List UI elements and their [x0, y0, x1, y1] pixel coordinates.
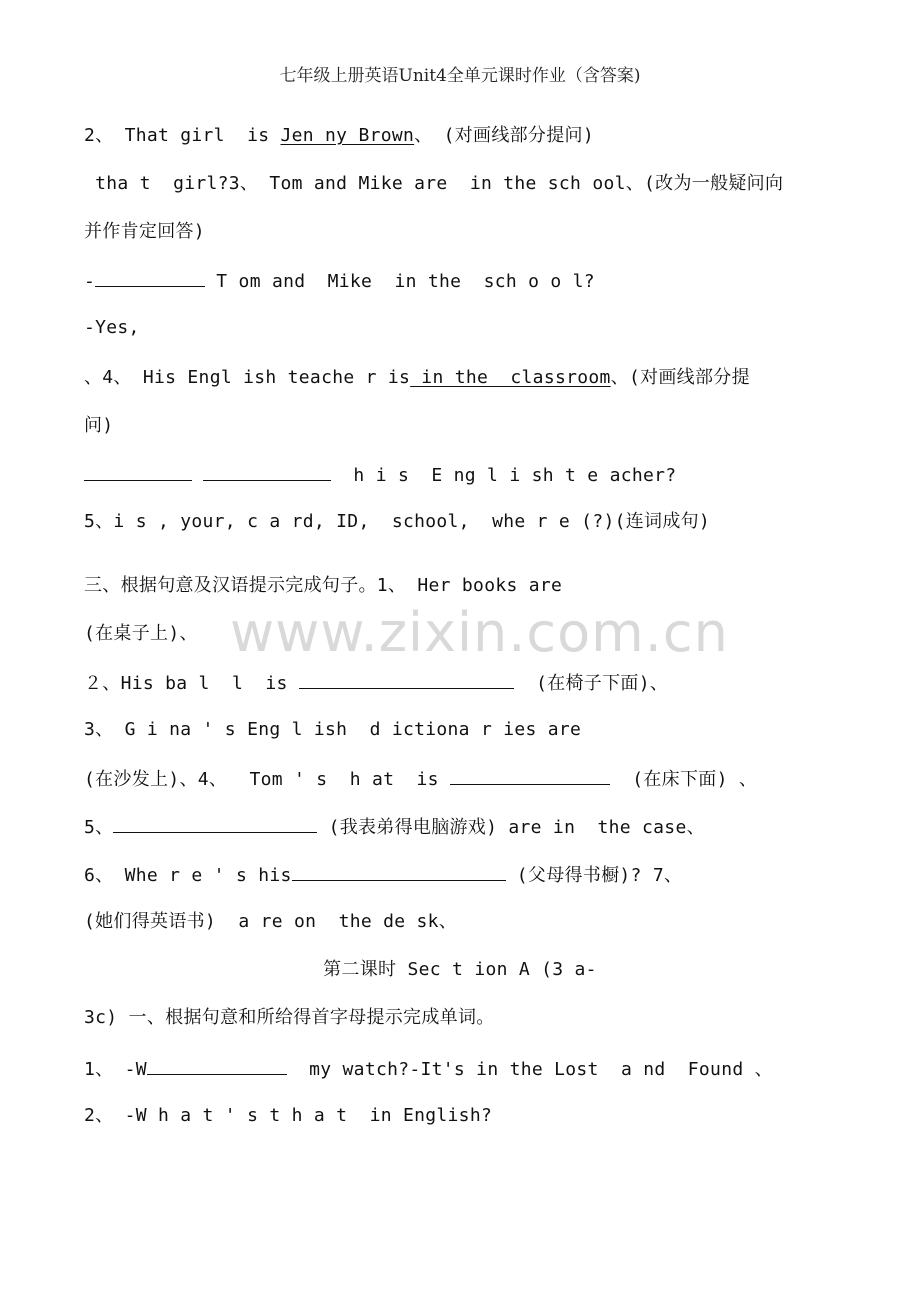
- line-text: 2、 That girl is: [84, 125, 281, 146]
- exercise-line: [84, 814, 705, 840]
- line-text: ２、His ba l l is: [84, 673, 299, 694]
- exercise-line: (她们得英语书) a re on the de sk、﻿: [84, 911, 458, 932]
- line-text: -: [84, 271, 96, 292]
- exercise-line: [84, 670, 668, 696]
- answer-blank[interactable]: [203, 462, 331, 481]
- line-text: my watch?﻿-It's in the Lost a nd Found 、: [286, 1059, 773, 1080]
- exercise-line-2: [84, 124, 594, 148]
- exercise-line: [84, 1056, 773, 1082]
- lesson-heading: 第二课时 Sec t ion A (3 a-: [323, 959, 597, 980]
- section-heading: 三、根据句意及汉语提示完成句子。1﻿、 Her books are: [84, 575, 563, 596]
- exercise-line: [84, 268, 595, 294]
- line-text: (我表弟得电脑游戏) are in the case、: [317, 817, 705, 838]
- section-heading: 3c) ﻿一、根据句意和所给得首字母提示完成单词。: [84, 1007, 495, 1028]
- underlined-phrase: Jen ny Brown: [280, 125, 415, 146]
- exercise-line: tha t girl?3﻿、 Tom and Mike are in the sch ool、(改为一般疑问向: [84, 173, 784, 194]
- exercise-line: 2、 -W h a t ' s t h a t in English?: [84, 1105, 493, 1126]
- exercise-line: 3、 G i na ' s Eng l ish d ictiona r ies are: [84, 719, 582, 740]
- line-text: 5、: [84, 817, 114, 838]
- answer-blank[interactable]: [299, 670, 514, 689]
- answer-blank[interactable]: [147, 1056, 287, 1075]
- line-text: 6、 Whe r e ' s his: [84, 865, 292, 886]
- answer-blank[interactable]: [113, 814, 317, 833]
- line-text: (在椅子下面)、: [513, 673, 669, 694]
- watermark-text: www.zixin.com.cn: [230, 601, 729, 664]
- underlined-phrase: in the classroom: [410, 367, 611, 388]
- line-text: 1、 -W: [84, 1059, 147, 1080]
- exercise-line: [84, 766, 757, 792]
- line-text: (在沙发上)、4﻿、 Tom ' s h at is: [84, 769, 450, 790]
- exercise-line: 5、i s , your, c a rd, ID, school, whe r e (?)(连词成句)﻿: [84, 511, 711, 532]
- line-text: h i s E ng l i sh t e acher?: [331, 465, 677, 486]
- line-text: 、(对画线部分提: [610, 367, 750, 388]
- answer-blank[interactable]: [95, 268, 205, 287]
- exercise-line: [84, 862, 682, 888]
- exercise-line: -Yes,: [84, 317, 140, 338]
- line-text: (父母得书橱)? 7﻿、: [505, 865, 683, 886]
- exercise-line: [84, 366, 750, 390]
- line-text: T om and Mike in the sch o o l?: [205, 271, 595, 292]
- answer-blank[interactable]: [292, 862, 506, 881]
- answer-blank[interactable]: [84, 462, 192, 481]
- exercise-line: 问): [84, 415, 114, 436]
- line-text: 、 (对画线部分提问)﻿﻿: [414, 125, 594, 146]
- line-text: 、4﻿、 His Engl ish teache r is: [84, 367, 411, 388]
- exercise-line: (在桌子上)、: [84, 623, 198, 644]
- exercise-line: [84, 462, 676, 488]
- answer-blank[interactable]: [450, 766, 610, 785]
- exercise-line: 并作肯定回答): [84, 221, 205, 242]
- page-header-title: 七年级上册英语Unit4全单元课时作业（含答案): [279, 66, 641, 86]
- line-text: (在床下面) 、: [609, 769, 758, 790]
